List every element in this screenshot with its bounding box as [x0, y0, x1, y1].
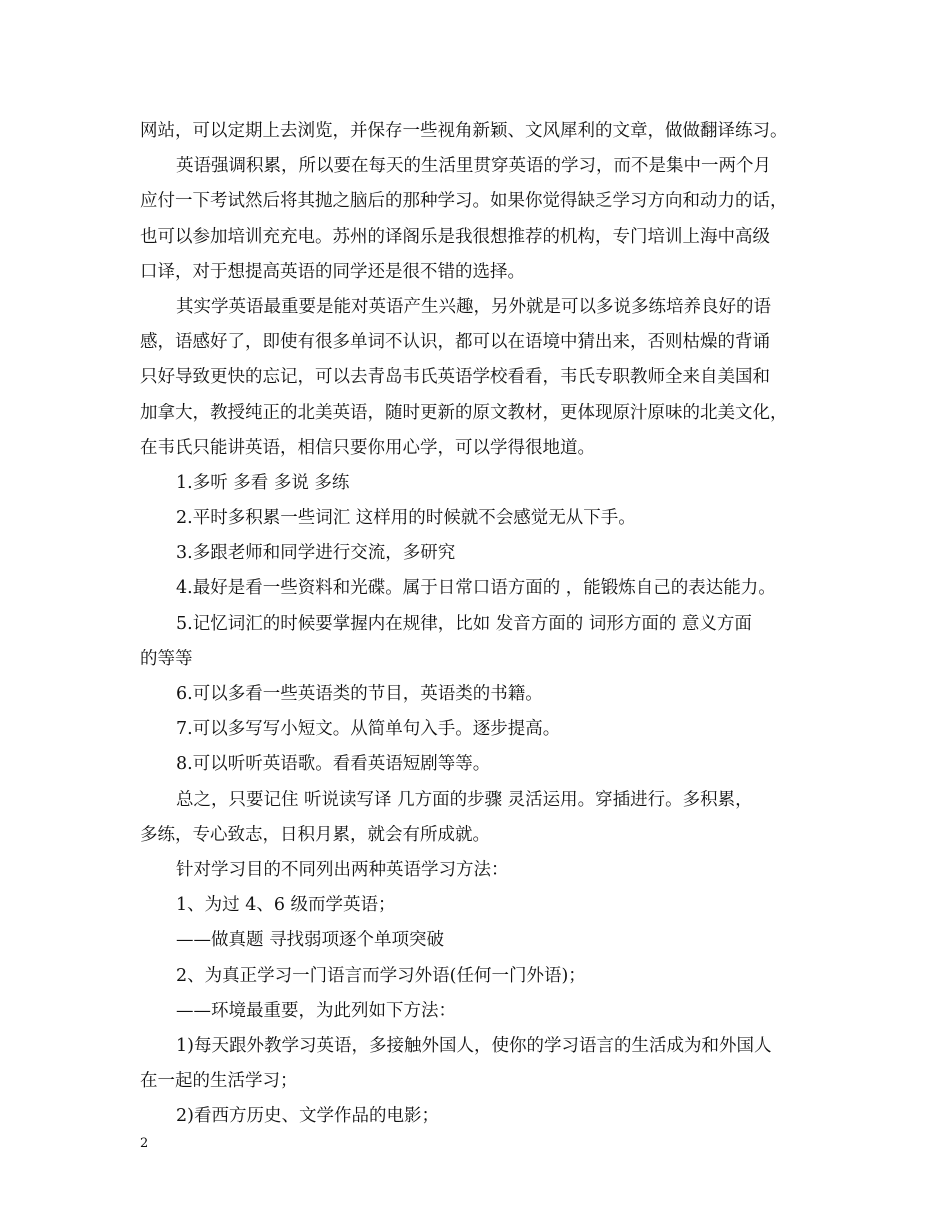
text-line: 英语强调积累，所以要在每天的生活里贯穿英语的学习，而不是集中一两个月 — [176, 156, 771, 177]
list-item: ——做真题 寻找弱项逐个单项突破 — [176, 930, 445, 951]
list-item: 2.平时多积累一些词汇 这样用的时候就不会感觉无从下手。 — [176, 508, 636, 529]
text-line: 也可以参加培训充充电。苏州的译阁乐是我很想推荐的机构，专门培训上海中高级 — [140, 226, 770, 247]
text-line: 总之，只要记住 听说读写译 几方面的步骤 灵活运用。穿插进行。多积累， — [176, 789, 753, 810]
list-item: 1、为过 4、6 级而学英语； — [176, 895, 396, 916]
list-item: 5.记忆词汇的时候要掌握内在规律，比如 发音方面的 词形方面的 意义方面 — [176, 613, 752, 634]
list-item: 7.可以多写写小短文。从简单句入手。逐步提高。 — [176, 719, 561, 740]
text-line: 的等等 — [140, 648, 193, 669]
text-line: 应付一下考试然后将其抛之脑后的那种学习。如果你觉得缺乏学习方向和动力的话， — [140, 191, 788, 212]
text-line: 加拿大，教授纯正的北美英语，随时更新的原文教材，更体现原汁原味的北美文化， — [140, 402, 788, 423]
list-item: 1)每天跟外教学习英语，多接触外国人，使你的学习语言的生活成为和外国人 — [176, 1035, 772, 1056]
list-item: 6.可以多看一些英语类的节目，英语类的书籍。 — [176, 684, 543, 704]
list-item: 2)看西方历史、文学作品的电影； — [176, 1106, 439, 1127]
text-line: 口译，对于想提高英语的同学还是很不错的选择。 — [140, 261, 525, 282]
page-number: 2 — [140, 1136, 149, 1151]
list-item: 2、为真正学习一门语言而学习外语(任何一门外语)； — [176, 965, 586, 986]
list-item: 8.可以听听英语歌。看看英语短剧等等。 — [176, 754, 491, 775]
text-line: 只好导致更快的忘记，可以去青岛韦氏英语学校看看，韦氏专职教师全来自美国和 — [140, 367, 770, 388]
list-item: 4.最好是看一些资料和光碟。属于日常口语方面的 ，能锻炼自己的表达能力。 — [176, 578, 776, 599]
text-line: 多练，专心致志，日积月累，就会有所成就。 — [140, 824, 490, 845]
list-item: 1.多听 多看 多说 多练 — [176, 472, 350, 493]
list-item: 3.多跟老师和同学进行交流，多研究 — [176, 543, 456, 564]
text-line: 针对学习目的不同列出两种英语学习方法： — [176, 859, 509, 880]
text-line: 感，语感好了，即使有很多单词不认识，都可以在语境中猜出来，否则枯燥的背诵 — [140, 332, 770, 353]
body-text — [140, 114, 812, 1134]
text-line: 在一起的生活学习； — [140, 1071, 298, 1092]
text-line: 其实学英语最重要是能对英语产生兴趣，另外就是可以多说多练培养良好的语 — [176, 296, 771, 317]
text-line: 网站，可以定期上去浏览，并保存一些视角新颖、文风犀利的文章，做做翻译练习。 — [140, 121, 788, 141]
list-item: ——环境最重要，为此列如下方法： — [176, 1000, 456, 1021]
text-line: 在韦氏只能讲英语，相信只要你用心学，可以学得很地道。 — [140, 437, 595, 458]
